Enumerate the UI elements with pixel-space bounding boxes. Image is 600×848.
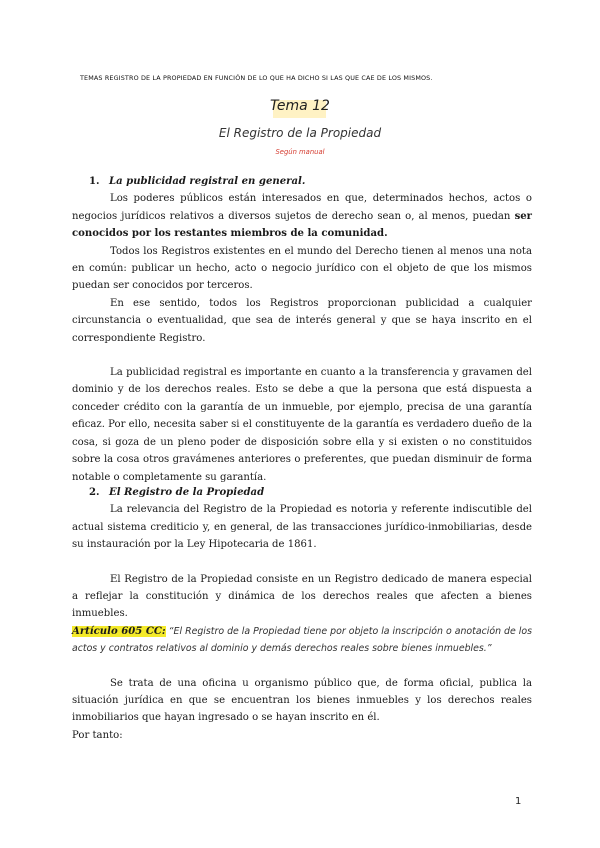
paragraph: En ese sentido, todos los Registros proporcionan publicidad a cualquier circunstancia o eventualidad, que sea de interés general y que se haya inscrito en el correspondiente Registro. bbox=[72, 297, 532, 344]
tema-title: Tema 12 bbox=[270, 98, 330, 114]
section-heading-text: El Registro de la Propiedad bbox=[109, 487, 265, 498]
bold-text: ser conocidos por los restantes miembros de la comunidad. bbox=[72, 210, 532, 240]
article-label: Artículo 605 CC: bbox=[72, 625, 166, 637]
section-heading-text: La publicidad registral en general. bbox=[109, 176, 306, 187]
article-citation bbox=[72, 623, 532, 658]
paragraph: La publicidad registral es importante en cuanto a la transferencia y gravamen del dominio y de los derechos reales. Esto se debe a que la persona que está dispuesta a conceder crédito con la garantía de un inmueble, por ejemplo, precisa de una garantía eficaz. Por ello, necesita saber si el constituyente de la garantía es verdadero dueño de la cosa, si goza de un pleno poder de disposición sobre ella y si existen o no constituidos sobre la cosa otros gravámenes anteriores o preferentes, que puedan disminuir de forma notable o completamente su garantía. bbox=[72, 367, 532, 483]
paragraph: Todos los Registros existentes en el mundo del Derecho tienen al menos una nota en común: publicar un hecho, acto o negocio jurídico con el objeto de que los mismos puedan ser conocidos por terceros. bbox=[72, 245, 532, 292]
page-number: 1 bbox=[515, 796, 522, 807]
chapter-subtitle: El Registro de la Propiedad bbox=[218, 126, 382, 140]
section-publicidad-registral bbox=[72, 173, 532, 486]
paragraph: Por tanto: bbox=[72, 729, 123, 741]
section-number: 2. bbox=[89, 487, 100, 498]
source-note: Según manual bbox=[275, 148, 325, 156]
section-heading bbox=[72, 484, 532, 501]
paragraph: Se trata de una oficina u organismo público que, de forma oficial, publica la situación jurídica en que se encuentran los bienes inmuebles y los derechos reales inmobiliarios que hayan ingresado o se hayan inscrito en él. bbox=[72, 677, 532, 724]
section-number: 1. bbox=[89, 176, 100, 187]
running-header: TEMAS REGISTRO DE LA PROPIEDAD EN FUNCIÓN DE LO QUE HA DICHO SI LAS QUE CAE DE LOS MISMOS. bbox=[80, 74, 433, 82]
paragraph-text: Los poderes públicos están interesados en que, determinados hechos, actos o negocios jurídicos relativos a diversos sujetos de derecho sean o, al menos, puedan bbox=[72, 193, 532, 222]
paragraph: La relevancia del Registro de la Propiedad es notoria y referente indiscutible del actual sistema crediticio y, en general, de las transacciones jurídico-inmobiliarias, desde su instauración por la Ley Hipotecaria de 1861. bbox=[72, 504, 532, 551]
section-registro-propiedad bbox=[72, 484, 532, 744]
paragraph bbox=[72, 190, 532, 242]
section-heading bbox=[72, 173, 532, 190]
article-quote: “El Registro de la Propiedad tiene por objeto la inscripción o anotación de los actos y contratos relativos al dominio y demás derechos reales sobre bienes inmuebles.” bbox=[72, 625, 532, 655]
paragraph: El Registro de la Propiedad consiste en un Registro dedicado de manera especial a reflejar la constitución y dinámica de los derechos reales que afecten a bienes inmuebles. bbox=[72, 573, 532, 620]
